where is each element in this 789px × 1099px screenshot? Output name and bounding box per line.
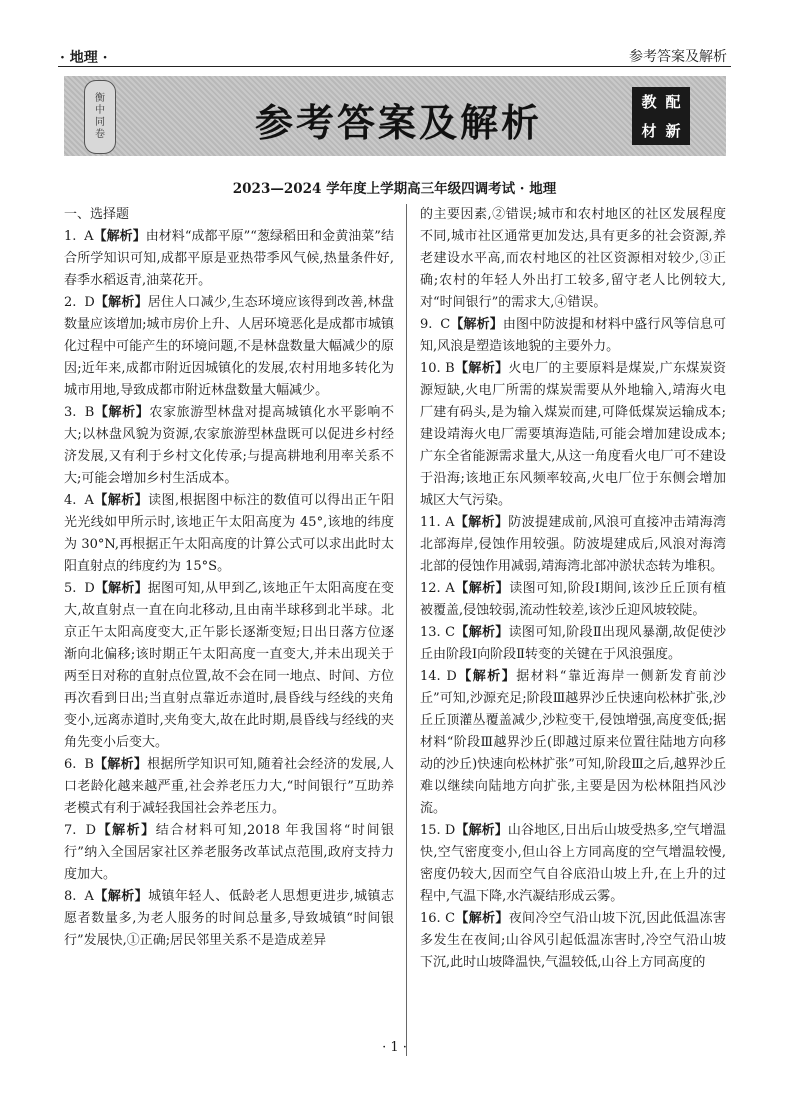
answer-tag: 【解析】 (93, 757, 148, 772)
answer-item (420, 314, 726, 358)
answer-number: 9. (420, 317, 433, 332)
answer-number: 1. (64, 229, 77, 244)
seal-left-char: 同 (95, 117, 105, 128)
answer-number: 3. (64, 405, 77, 420)
answer-number: 12. (420, 581, 441, 596)
seal-right-char: 材 (641, 121, 657, 140)
answer-item (420, 820, 726, 908)
answer-key: D (440, 823, 456, 838)
answer-item (420, 358, 726, 512)
answer-explanation: 由图中防波提和材料中盛行风等信息可知,风浪是塑造该地貌的主要外力。 (420, 317, 726, 354)
answer-number: 11. (420, 515, 441, 530)
answer-tag: 【解析】 (93, 493, 149, 508)
banner-title: 参考答案及解析 (255, 101, 543, 145)
answer-number: 2. (64, 295, 77, 310)
answer-item (420, 512, 726, 578)
answer-explanation: 结合材料可知,2018 年我国将“时间银行”纳入全国居家社区养老服务改革试点范围,政府支持力度加大。 (64, 823, 394, 882)
answer-number: 15. (420, 823, 441, 838)
answer-item (420, 578, 726, 622)
header-right-title: 参考答案及解析 (629, 49, 727, 65)
answer-number: 7. (64, 823, 77, 838)
answer-key: B (80, 405, 95, 420)
answer-explanation: 读图可知,阶段Ⅱ出现风暴潮,故促使沙丘由阶段Ⅰ向阶段Ⅱ转变的关键在于风浪强度。 (420, 625, 726, 662)
answer-explanation: 山谷地区,日出后山坡受热多,空气增温快,空气密度变小,但山谷上方同高度的空气增温较慢,密度仍较大,因而空气自谷底沿山坡上升,在上升的过程中,气温下降,水汽凝结形成云雾。 (420, 823, 726, 904)
seal-right-char: 新 (665, 121, 681, 140)
answer-item (420, 908, 726, 974)
seal-right (632, 87, 690, 145)
seal-left (84, 80, 116, 154)
answer-key: A (440, 515, 455, 530)
answer-item (64, 578, 394, 754)
page-number: · 1 · (382, 1040, 407, 1055)
seal-right-char: 教 (641, 92, 657, 111)
answer-tag: 【解析】 (456, 669, 517, 684)
header-subject: · 地理 · (60, 50, 108, 66)
answer-tag: 【解析】 (96, 823, 156, 838)
answer-item (420, 666, 726, 820)
answer-key: A (80, 229, 94, 244)
answer-key: B (440, 361, 455, 376)
answer-number: 5. (64, 581, 77, 596)
answer-key: B (80, 757, 94, 772)
answer-key: A (80, 889, 94, 904)
answer-explanation: 火电厂的主要原料是煤炭,广东煤炭资源短缺,火电厂所需的煤炭需要从外地输入,靖海火电厂建有码头,是为输入煤炭而建,可降低煤炭运输成本;建设靖海火电厂需要填海造陆,可能会增加建设成本;广东全省能源需求量大,从这一角度看火电厂可不建设于沿海;该地正东风频率较高,火电厂位于东侧会增加城区大气污染。 (420, 361, 726, 508)
section-title: 一、选择题 (64, 207, 130, 222)
answer-explanation: 由材料“成都平原”“葱绿稻田和金黄油菜”结合所学知识可知,成都平原是亚热带季风气候,热量条件好,春季水稻返青,油菜花开。 (64, 229, 394, 288)
left-answers-list (64, 226, 394, 952)
answer-tag: 【解析】 (93, 229, 146, 244)
seal-left-char: 卷 (95, 129, 105, 140)
answer-item (64, 292, 394, 402)
answer-number: 10. (420, 361, 441, 376)
answer-key: D (80, 295, 95, 310)
answer-item (64, 402, 394, 490)
answer-number: 8. (64, 889, 77, 904)
left-column (64, 204, 394, 952)
answer-key: C (440, 911, 456, 926)
answer-tag: 【解析】 (94, 581, 148, 596)
exam-title: 2023—2024 学年度上学期高三年级四调考试 · 地理 (232, 181, 557, 197)
answer-explanation: 防波提建成前,风浪可直接冲击靖海湾北部海岸,侵蚀作用较强。防波堤建成后,风浪对海湾北部的侵蚀作用减弱,靖海湾北部冲淤状态转为堆积。 (420, 515, 726, 574)
answer-key: C (436, 317, 451, 332)
answer-explanation: 根据所学知识可知,随着社会经济的发展,人口老龄化越来越严重,社会养老压力大,“时间银行”互助养老模式有利于减轻我国社会养老压力。 (64, 757, 395, 816)
answer-explanation: 读图,根据图中标注的数值可以得出正午阳光光线如甲所示时,该地正午太阳高度为 45°,该地的纬度为 30°N,再根据正午太阳高度的计算公式可以求出此时太阳直射点的纬度约为 15°S。 (64, 493, 394, 574)
seal-left-char: 中 (95, 105, 105, 116)
answer-key: A (80, 493, 94, 508)
answer-explanation: 据图可知,从甲到乙,该地正午太阳高度在变大,故直射点一直在向北移动,且由南半球移到北半球。北京正午太阳高度变大,正午影长逐渐变短;日出日落方位逐渐向北偏移;该时期正午太阳高度一直变大,并未出现关于两至日对称的直射点位置,故不会在同一地点、时间、方位再次看到日出;当直射点靠近赤道时,晨昏线与经线的夹角变小,远离赤道时,夹角变大,故在此时期,晨昏线与经线的夹角先变小后变大。 (64, 581, 394, 750)
answer-key: C (440, 625, 456, 640)
answer-number: 6. (64, 757, 77, 772)
continued-text: 的主要因素,②错误;城市和农村地区的社区发展程度不同,城市社区通常更加发达,具有更多的社会资源,养老建设水平高,而农村地区的社区资源相对较少,③正确;农村的年轻人外出打工较多,留守老人比例较大,对“时间银行”的需求大,④错误。 (420, 207, 726, 310)
answer-number: 14. (420, 669, 441, 684)
answer-key: D (80, 581, 95, 596)
answer-explanation: 居住人口减少,生态环境应该得到改善,林盘数量应该增加;城市房价上升、人居环境恶化是成都市城镇化过程中可能产生的环境问题,不是林盘数量大幅减少的原因;近年来,成都市附近因城镇化的发展,农村用地多转化为城市用地,导致成都市附近林盘数量大幅减少。 (64, 295, 394, 398)
answer-tag: 【解析】 (455, 625, 509, 640)
answer-explanation: 城镇年轻人、低龄老人思想更进步,城镇志愿者数量多,为老人服务的时间总量多,导致城镇“时间银行”发展快,①正确;居民邻里关系不是造成差异 (64, 889, 394, 948)
answer-item (64, 886, 394, 952)
answer-tag: 【解析】 (454, 361, 509, 376)
header-divider (58, 66, 731, 67)
answer-item (420, 622, 726, 666)
answer-key: D (440, 669, 457, 684)
answer-tag: 【解析】 (454, 581, 510, 596)
answer-key: A (440, 581, 455, 596)
answer-item (64, 490, 394, 578)
answer-tag: 【解析】 (450, 317, 503, 332)
answer-item (64, 754, 394, 820)
answer-item (64, 820, 394, 886)
seal-right-char: 配 (665, 92, 681, 111)
answer-tag: 【解析】 (455, 823, 508, 838)
answer-tag: 【解析】 (455, 911, 509, 926)
answer-number: 16. (420, 911, 441, 926)
answer-explanation: 夜间冷空气沿山坡下沉,因此低温冻害多发生在夜间;山谷风引起低温冻害时,冷空气沿山坡下沉,此时山坡降温快,气温较低,山谷上方同高度的 (420, 911, 726, 970)
answer-tag: 【解析】 (94, 405, 150, 420)
answer-number: 4. (64, 493, 77, 508)
answer-number: 13. (420, 625, 441, 640)
answer-explanation: 读图可知,阶段Ⅰ期间,该沙丘丘顶有植被覆盖,侵蚀较弱,流动性较差,该沙丘迎风坡较陡。 (420, 581, 726, 618)
answer-tag: 【解析】 (94, 295, 148, 310)
answer-tag: 【解析】 (454, 515, 509, 530)
answer-item (64, 226, 394, 292)
right-column (420, 204, 726, 974)
answer-tag: 【解析】 (93, 889, 149, 904)
right-answers-list (420, 314, 726, 974)
seal-left-char: 衡 (95, 93, 105, 104)
column-divider (406, 204, 407, 1056)
answer-explanation: 农家旅游型林盘对提高城镇化水平影响不大;以林盘风貌为资源,农家旅游型林盘既可以促进乡村经济发展,又有利于乡村文化传承;与提高耕地利用率关系不大;可能会增加乡村生活成本。 (64, 405, 394, 486)
answer-explanation: 据材料“靠近海岸一侧新发育前沙丘”可知,沙源充足;阶段Ⅲ越界沙丘快速向松林扩张,沙丘丘顶灌丛覆盖减少,沙粒变干,侵蚀增强,高度变低;据材料“阶段Ⅲ越界沙丘(即越过原来位置往陆地方向移动的沙丘)快速向松林扩张”可知,阶段Ⅲ之后,越界沙丘难以继续向陆地方向扩张,主要是因为松林阻挡风沙流。 (420, 669, 726, 816)
answer-key: D (80, 823, 97, 838)
